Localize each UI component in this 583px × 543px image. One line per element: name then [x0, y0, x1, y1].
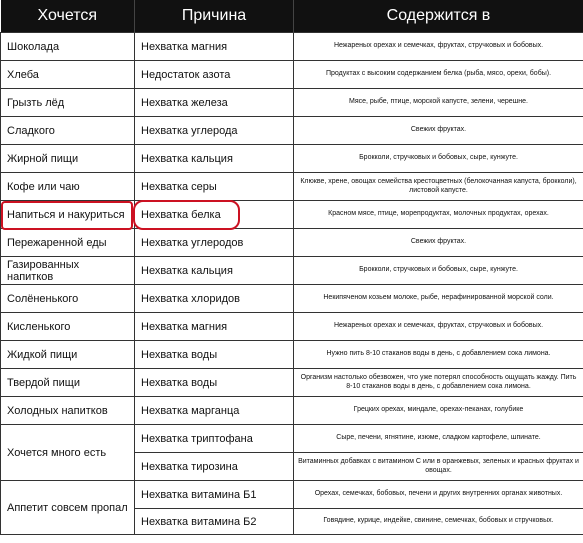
cell-reason: Недостаток азота: [135, 61, 294, 89]
cell-want: Кисленького: [1, 313, 135, 341]
cell-reason: Нехватка серы: [135, 173, 294, 201]
cell-want: Хлеба: [1, 61, 135, 89]
cell-reason: Нехватка магния: [135, 33, 294, 61]
cell-want: Солёненького: [1, 285, 135, 313]
cell-reason: Нехватка витамина Б2: [135, 509, 294, 535]
cell-want: Газированных напитков: [1, 257, 135, 285]
cell-want: Хочется много есть: [1, 425, 135, 481]
header-source: Содержится в: [294, 0, 583, 33]
cell-reason: Нехватка магния: [135, 313, 294, 341]
cell-reason: Нехватка марганца: [135, 397, 294, 425]
cell-want: Жирной пищи: [1, 145, 135, 173]
cell-want: Сладкого: [1, 117, 135, 145]
cell-source: Орехах, семечках, бобовых, печени и других внутренних органах животных.: [294, 481, 583, 509]
header-reason: Причина: [135, 0, 294, 33]
cell-reason: Нехватка триптофана: [135, 425, 294, 453]
cell-want: Холодных напитков: [1, 397, 135, 425]
cell-source: Клюкве, хрене, овощах семейства крестоцветных (белокочанная капуста, брокколи), листовой капусте.: [294, 173, 583, 201]
cell-reason: Нехватка воды: [135, 341, 294, 369]
cell-reason: Нехватка кальция: [135, 145, 294, 173]
table-row-highlighted: [1, 201, 583, 229]
table-row: [1, 33, 583, 61]
cell-source: Свежих фруктах.: [294, 117, 583, 145]
table-row: [1, 369, 583, 397]
cell-source: Говядине, курице, индейке, свинине, семечках, бобовых и стручковых.: [294, 509, 583, 535]
cell-reason: Нехватка углеродов: [135, 229, 294, 257]
cell-source: Брокколи, стручковых и бобовых, сыре, кунжуте.: [294, 257, 583, 285]
table-row: [1, 341, 583, 369]
table-row: [1, 481, 583, 509]
cell-reason: Нехватка кальция: [135, 257, 294, 285]
header-want: Хочется: [1, 0, 135, 33]
table-body: [1, 33, 583, 535]
cell-want: Грызть лёд: [1, 89, 135, 117]
table-row: [1, 117, 583, 145]
cell-want: Напиться и накуриться: [1, 201, 135, 229]
table-row: [1, 397, 583, 425]
cell-want: Аппетит совсем пропал: [1, 481, 135, 535]
cell-source: Свежих фруктах.: [294, 229, 583, 257]
cell-reason: Нехватка витамина Б1: [135, 481, 294, 509]
table-row: [1, 89, 583, 117]
cell-source: Мясе, рыбе, птице, морской капусте, зелени, черешне.: [294, 89, 583, 117]
cell-want: Твердой пищи: [1, 369, 135, 397]
table-row: [1, 257, 583, 285]
cell-source: Сыре, печени, ягнятине, изюме, сладком картофеле, шпинате.: [294, 425, 583, 453]
cell-reason: Нехватка хлоридов: [135, 285, 294, 313]
table-row: [1, 173, 583, 201]
table-row: [1, 145, 583, 173]
table-row: [1, 425, 583, 453]
cell-want: Кофе или чаю: [1, 173, 135, 201]
cell-reason: Нехватка тирозина: [135, 453, 294, 481]
cell-reason: Нехватка углерода: [135, 117, 294, 145]
cell-reason: Нехватка воды: [135, 369, 294, 397]
table-row: [1, 61, 583, 89]
cell-want: Пережаренной еды: [1, 229, 135, 257]
cell-source: Нежареных орехах и семечках, фруктах, стручковых и бобовых.: [294, 33, 583, 61]
table-row: [1, 229, 583, 257]
cell-want: Шоколада: [1, 33, 135, 61]
cell-source: Нужно пить 8-10 стаканов воды в день, с добавлением сока лимона.: [294, 341, 583, 369]
cell-reason: Нехватка железа: [135, 89, 294, 117]
table-row: [1, 285, 583, 313]
cell-source: Некипяченом козьем молоке, рыбе, нерафинированной морской соли.: [294, 285, 583, 313]
table-header-row: [1, 0, 583, 33]
cell-source: Брокколи, стручковых и бобовых, сыре, кунжуте.: [294, 145, 583, 173]
cell-source: Продуктах с высоким содержанием белка (рыба, мясо, орехи, бобы).: [294, 61, 583, 89]
cell-source: Грецких орехах, миндале, орехах-пеканах, голубике: [294, 397, 583, 425]
cell-source: Красном мясе, птице, морепродуктах, молочных продуктах, орехах.: [294, 201, 583, 229]
cell-want: Жидкой пищи: [1, 341, 135, 369]
cell-source: Витаминных добавках с витамином С или в оранжевых, зеленых и красных фруктах и овощах.: [294, 453, 583, 481]
cell-source: Нежареных орехах и семечках, фруктах, стручковых и бобовых.: [294, 313, 583, 341]
table-row: [1, 313, 583, 341]
cell-source: Организм настолько обезвожен, что уже потерял способность ощущать жажду. Пить 8-10 стаканов воды в день, с добавлением сока лимона.: [294, 369, 583, 397]
cell-reason: Нехватка белка: [135, 201, 294, 229]
